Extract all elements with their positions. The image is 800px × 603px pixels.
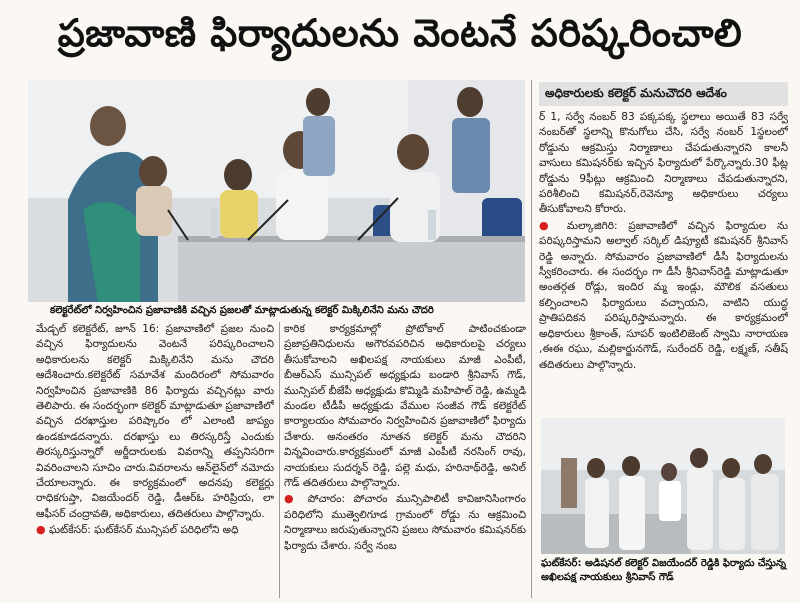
bullet-paragraph: ● పోచారం: పోచారం మున్సిపాలిటీ కావిజానిసింగారం పరిధిలోని ముత్వెలిగూడ గ్రామంలో రోడ్డు ను ఆక్రమించి నిర్మాణాలు జరుపుతున్నారని ప్రజలు సోమవారం కమిషనర్‌కు ఫిర్యాదు చేశారు. సర్వే నంబ [284,492,526,552]
small-photo-image [541,418,785,554]
bullet-icon: ● [36,523,46,537]
article-column-3 [539,110,788,413]
article-column-2 [284,322,526,598]
column-divider [279,322,280,598]
main-photo-caption: కలెక్టరేట్‌లో నిర్వహించిన ప్రజావాణికి వచ్చిన ప్రజలతో మాట్లాడుతున్న కలెక్టర్ మిక్కిలినేని మను చౌదరి [50,305,434,316]
article-paragraph: ర్ 1, సర్వే నంబర్ 83 పక్కపక్క స్థలాలు అయితే 83 సర్వే నంబర్‌తో స్థలాన్ని కొనుగోలు చేసి, సర్వే నంబర్ 1స్థలంలో రోడ్డును ఆక్రమిస్తు నిర్మాణాలు చేపడుతున్నారని కాలనీ వాసులు కమిషనర్‌కు ఇచ్చిన ఫిర్యాదులో పేర్కొన్నారు.30 ఫీట్ల రోడ్డును 9ఫీట్లు ఆక్రమించి నిర్మాణాలు చేపడుతున్నారని, పరిశీలించి కమిషనర్,రెవెన్యూ అధికారులు చర్యలు తీసుకోవాలని కోరారు. [539,111,788,216]
side-heading: అధికారులకు కలెక్టర్ మనుచౌదరి ఆదేశం [539,82,788,106]
article-paragraph: కారిక కార్యక్రమాల్లో ప్రోటోకాల్ పాటించకుండా ప్రజాప్రతినిధులను అగౌరవపరిచిన అధికారులపై చర్యలు తీసుకోవాలని అఖిలపక్ష నాయకులు మాజీ ఎంపీటీ, బీఆర్ఎస్ మున్సిపల్ అధ్యక్షుడు బండారి శ్రీనివాస్ గౌడ్, మున్సిపల్ బీజేపీ అధ్యక్షుడు కొమ్మిడి మహిపాల్ రెడ్డి, ఉమ్మడి మండల టీడీపీ అధ్యక్షుడు వేముల సంజీవ గౌడ్ కలెక్టరేట్ కార్యాలయం సోమవారం నిర్వహించిన ప్రజావాణిలో ఫిర్యాదు చేశారు. అనంతరం నూతన కలెక్టర్ మను చౌదరిని విన్నవించారు.కార్యక్రమంలో మాజీ ఎంపీటీ నరసింగ్ రావు, నాయకులు సుదర్శన్ రెడ్డి, పల్లె మధు, హరినాథ్‌రెడ్డి, అనిల్ గౌడ్ తదితరులు పాల్గొన్నారు. [284,323,526,490]
headline-text: ప్రజావాణి ఫిర్యాదులను వెంటనే పరిష్కరించాలి [57,11,743,55]
main-photo [28,80,525,302]
bullet-icon: ● [284,492,299,506]
article-paragraph: మేడ్చల్ కలెక్టరేట్, జూన్ 16: ప్రజావాణిలో ప్రజల నుంచి వచ్చిన ఫిర్యాదులను వెంటనే పరిష్కరించాలని అధికారులను కలెక్టర్ మిక్కిలినేని మను చౌదరి ఆదేశించారు.కలెక్టరేట్ సమావేశ మందిరంలో సోమవారం నిర్వహించిన ప్రజావాణికి 86 ఫిర్యాదు వచ్చినట్లు వారు తెలిపారు. ఈ సందర్భంగా కలెక్టర్ మాట్లాడుతూ ప్రజావాణిలో వచ్చిన దరఖాస్తుల పరిష్కారం లో ఎలాంటి జాప్యం ఉండకూడదన్నారు. దరఖాస్తు లు తిరస్కరిస్తే ఎందుకు తిరస్కరిస్తున్నారో అర్జీదారులకు వివరాన్ని తప్పనిసరిగా వివరించాలని సూచిం చారు.వివరాలను ఆన్‌లైన్‌లో నమోదు చేయాలన్నారు. ఈ కార్యక్రమంలో అదనపు కలెక్టర్లు రాధికగుప్తా, విజయేందర్ రెడ్డి, డీఆర్ఓ హరిప్రియ, లా ఆఫీసర్ చంద్రావతి, అధికారులు, తదితరులు పాల్గొన్నారు. [36,323,274,520]
article-column-1 [36,322,274,598]
bullet-paragraph: ● ఘట్‌కేసర్: ఘట్‌కేసర్ మున్సిపల్ పరిధిలోని అధి [36,523,239,537]
column-divider [531,80,532,598]
bullet-paragraph: ● మల్కాజిగిరి: ప్రజావాణిలో వచ్చిన ఫిర్యాదుల ను పరిష్కరిస్తామని అల్వాల్ సర్కిల్ డిప్యూటీ కమిషనర్ శ్రీనివాస్ రెడ్డి అన్నారు. సోమవారం ప్రజావాణిలో డీసీ ఫిర్యాదులను స్వీకరించారు. ఈ సందర్భం గా డీసీ శ్రీనివాస్‌రెడ్డి మాట్లాడుతూ అంతర్గత రోడ్లు, ఇందిర మ్మ ఇండ్లు, మౌలిక వసతులు కల్పించాలని ఫిర్యాదులు వచ్చాయని, వాటిని యుద్ధ ప్రాతిపదికన పరిష్కరిస్తామన్నారు. ఈ కార్యక్రమంలో అధికారులు శ్రీకాంత్, సూపర్ ఇంటిలిజెంట్ స్వామి నారాయణ ,ఈఈ రఘు, మల్లికార్జునగౌడ్, సురేందర్ రెడ్డి, లక్ష్మణ్, సతీష్ తదితరులు పాల్గొన్నారు. [539,218,788,371]
small-photo [541,418,785,554]
small-photo-caption: ఘట్‌కేసర్: అడిషనల్ కలెక్టర్ విజయేందర్ రెడ్డికి ఫిర్యాదు చేస్తున్న అఖిలపక్ష నాయకులు శ్రీనివాస్ గౌడ్ [541,558,786,583]
headline [8,0,792,76]
main-photo-image [28,80,525,302]
bullet-icon: ● [539,218,557,232]
